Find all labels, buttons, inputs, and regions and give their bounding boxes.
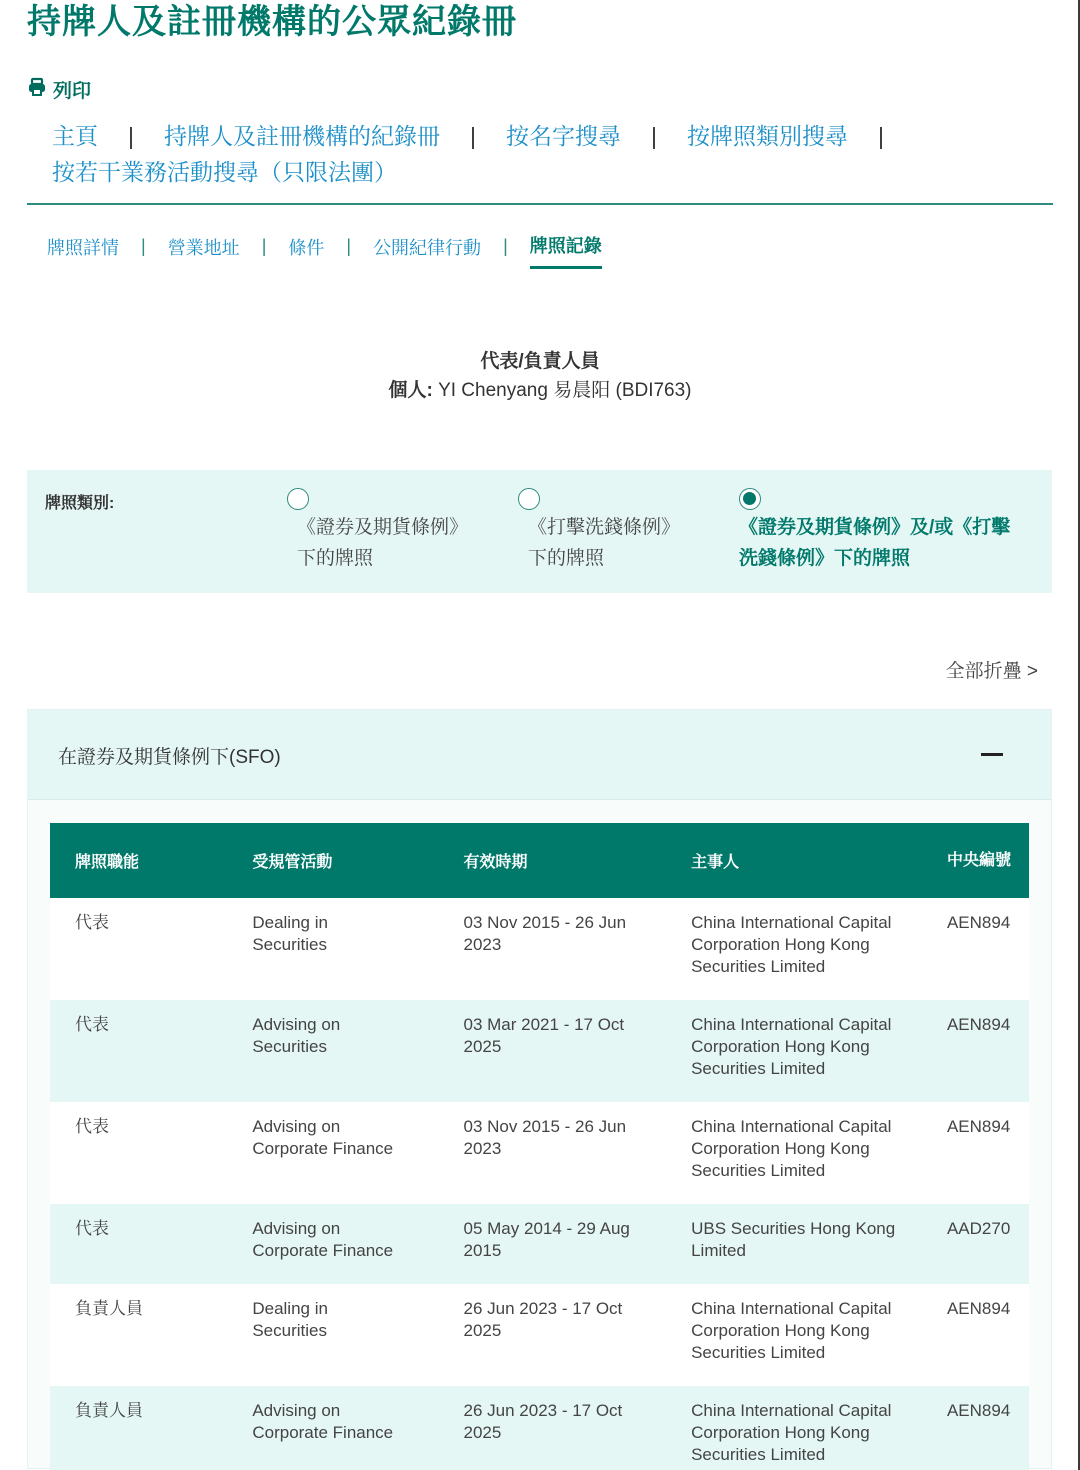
cell-principal: China International Capital Corporation Hong Kong Securities Limited: [666, 898, 947, 1000]
cell-central-id: AEN894: [947, 1284, 1029, 1386]
cell-activity: Advising on Corporate Finance: [227, 1102, 438, 1204]
person-info: [0, 348, 1080, 406]
cell-function: 代表: [50, 1000, 227, 1102]
cell-principal: China International Capital Corporation Hong Kong Securities Limited: [666, 1000, 947, 1102]
header-activity: 受規管活動: [227, 823, 438, 898]
print-button[interactable]: [27, 76, 91, 103]
cell-period: 05 May 2014 - 29 Aug 2015: [439, 1204, 667, 1284]
nav-separator: |: [469, 123, 476, 149]
nav-search-by-license-type[interactable]: 按牌照類別搜尋: [686, 123, 848, 149]
header-principal: 主事人: [666, 823, 947, 898]
tab-license-record[interactable]: 牌照記錄: [530, 232, 602, 269]
person-prefix: 個人:: [388, 380, 433, 401]
header-function: 牌照職能: [50, 823, 227, 898]
table-row: [50, 1102, 1029, 1204]
cell-activity: Advising on Securities: [227, 1000, 438, 1102]
radio-unchecked-icon[interactable]: [287, 488, 309, 510]
cell-function: 代表: [50, 1204, 227, 1284]
cell-function: 代表: [50, 1102, 227, 1204]
header-central-id: 中央編號: [947, 823, 1029, 898]
nav-separator: |: [128, 123, 134, 149]
tab-separator: |: [261, 236, 267, 256]
cell-activity: Advising on Corporate Finance: [227, 1386, 438, 1470]
tab-license-details[interactable]: 牌照詳情: [47, 237, 119, 258]
nav-home[interactable]: 主頁: [52, 123, 98, 149]
license-type-filter: [27, 470, 1052, 593]
print-label: 列印: [53, 81, 92, 102]
table-row: [50, 1284, 1029, 1386]
radio-checked-icon[interactable]: [739, 488, 761, 510]
cell-period: 03 Mar 2021 - 17 Oct 2025: [439, 1000, 667, 1102]
table-header-row: [50, 823, 1029, 898]
cell-principal: China International Capital Corporation Hong Kong Securities Limited: [666, 1386, 947, 1470]
cell-period: 26 Jun 2023 - 17 Oct 2025: [439, 1386, 667, 1470]
nav-search-by-business-activity[interactable]: 按若干業務活動搜尋（只限法團）: [52, 159, 397, 185]
cell-period: 03 Nov 2015 - 26 Jun 2023: [439, 1102, 667, 1204]
collapse-all-button[interactable]: 全部折疊 >: [945, 661, 1038, 682]
table-row: [50, 898, 1029, 1000]
cell-central-id: AEN894: [947, 1386, 1029, 1470]
page-title: 持牌人及註冊機構的公眾紀錄冊: [27, 3, 517, 41]
table-row: [50, 1204, 1029, 1284]
nav-search-by-name[interactable]: 按名字搜尋: [505, 123, 621, 149]
cell-period: 03 Nov 2015 - 26 Jun 2023: [439, 898, 667, 1000]
cell-principal: China International Capital Corporation Hong Kong Securities Limited: [666, 1102, 947, 1204]
radio-sfo-label: 《證券及期貨條例》 下的牌照: [297, 517, 469, 569]
tab-conditions[interactable]: 條件: [288, 237, 325, 258]
cell-principal: China International Capital Corporation Hong Kong Securities Limited: [666, 1284, 947, 1386]
tab-separator: |: [346, 236, 352, 256]
sfo-accordion: [27, 709, 1052, 1469]
license-record-table: [50, 823, 1029, 1470]
sfo-accordion-header[interactable]: [28, 710, 1051, 800]
nav-separator: |: [877, 123, 884, 149]
tab-business-address[interactable]: 營業地址: [167, 237, 240, 258]
cell-central-id: AEN894: [947, 898, 1029, 1000]
table-row: [50, 1386, 1029, 1470]
radio-sfo-and-amlo-label: 《證券及期貨條例》及/或《打擊 洗錢條例》下的牌照: [739, 517, 1011, 569]
table-row: [50, 1000, 1029, 1102]
cell-central-id: AAD270: [947, 1204, 1029, 1284]
cell-central-id: AEN894: [947, 1102, 1029, 1204]
person-role: 代表/負責人員: [480, 351, 600, 372]
nav-divider: [27, 203, 1053, 205]
radio-unchecked-icon[interactable]: [518, 488, 540, 510]
person-name: YI Chenyang 易晨阳 (BDI763): [432, 380, 692, 401]
radio-amlo-label: 《打擊洗錢條例》 下的牌照: [528, 517, 681, 569]
nav-register[interactable]: 持牌人及註冊機構的紀錄冊: [163, 123, 440, 149]
sub-tabs: [47, 232, 602, 269]
tab-disciplinary-actions[interactable]: 公開紀律行動: [373, 237, 482, 258]
radio-sfo-and-amlo[interactable]: [739, 488, 1039, 574]
cell-function: 負責人員: [50, 1386, 227, 1470]
minus-icon[interactable]: [981, 753, 1003, 756]
cell-principal: UBS Securities Hong Kong Limited: [666, 1204, 947, 1284]
printer-icon: [27, 77, 47, 103]
cell-function: 負責人員: [50, 1284, 227, 1386]
nav-separator: |: [650, 123, 657, 149]
license-type-label: 牌照類別:: [45, 495, 115, 512]
header-period: 有效時期: [439, 823, 667, 898]
cell-activity: Dealing in Securities: [227, 898, 438, 1000]
person-name-line: [0, 376, 1080, 406]
cell-activity: Advising on Corporate Finance: [227, 1204, 438, 1284]
cell-central-id: AEN894: [947, 1000, 1029, 1102]
tab-separator: |: [141, 236, 146, 256]
cell-function: 代表: [50, 898, 227, 1000]
main-nav: [52, 118, 952, 190]
cell-period: 26 Jun 2023 - 17 Oct 2025: [439, 1284, 667, 1386]
cell-activity: Dealing in Securities: [227, 1284, 438, 1386]
sfo-section-title: 在證券及期貨條例下(SFO): [58, 747, 281, 768]
tab-separator: |: [503, 236, 508, 256]
